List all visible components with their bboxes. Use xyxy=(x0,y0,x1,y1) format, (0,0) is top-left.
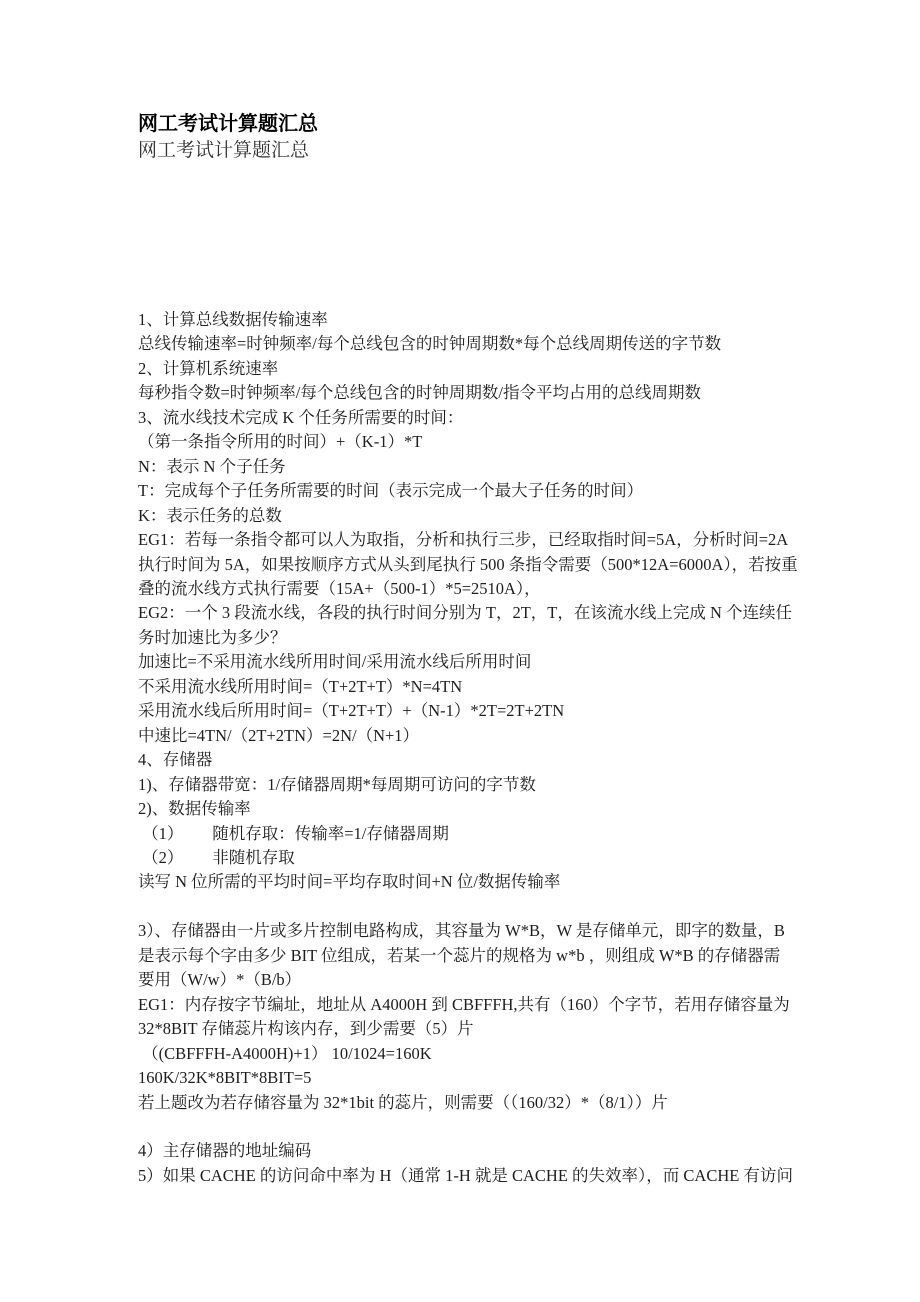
text-line: N：表示 N 个子任务 xyxy=(138,456,286,476)
text-line: 是表示每个字由多少 BIT 位组成，若某一个蕊片的规格为 w*b ，则组成 W*B 的存储器需 xyxy=(138,945,781,965)
text-line: EG2：一个 3 段流水线，各段的执行时间分别为 T，2T，T，在该流水线上完成 N 个连续任 xyxy=(138,603,793,623)
document-title-duplicate: 网工考试计算题汇总 xyxy=(138,140,310,161)
text-line: 3、流水线技术完成 K 个任务所需要的时间： xyxy=(138,407,464,427)
text-line: 4、存储器 xyxy=(138,750,213,770)
text-line: 读写 N 位所需的平均时间=平均存取时间+N 位/数据传输率 xyxy=(138,872,561,892)
text-line: 32*8BIT 存储蕊片构该内存，到少需要（5）片 xyxy=(138,1019,474,1039)
text-line: 2)、数据传输率 xyxy=(138,799,251,819)
document-body xyxy=(138,308,798,1188)
text-line xyxy=(138,895,790,919)
text-line: 加速比=不采用流水线所用时间/采用流水线后所用时间 xyxy=(138,652,532,672)
text-line: 若上题改为若存储容量为 32*1bit 的蕊片，则需要（（160/32）*（8/1））片 xyxy=(138,1092,668,1112)
text-line xyxy=(138,1115,790,1139)
text-line: K：表示任务的总数 xyxy=(138,505,282,525)
text-line: 总线传输速率=时钟频率/每个总线包含的时钟周期数*每个总线周期传送的字节数 xyxy=(138,334,722,354)
text-line: 1)、存储器带宽：1/存储器周期*每周期可访问的字节数 xyxy=(138,774,536,794)
text-line: EG1：内存按字节编址，地址从 A4000H 到 CBFFFH,共有（160）个字节，若用存储容量为 xyxy=(138,994,790,1014)
text-line: EG1：若每一条指令都可以人为取指，分析和执行三步，已经取指时间=5A，分析时间=2A xyxy=(138,530,789,550)
text-line: 不采用流水线所用时间=（T+2T+T）*N=4TN xyxy=(138,676,463,696)
text-line: 160K/32K*8BIT*8BIT=5 xyxy=(138,1068,312,1088)
text-line: 3）、存储器由一片或多片控制电路构成，其容量为 W*B，W 是存储单元，即字的数量，B xyxy=(138,921,785,941)
document-content xyxy=(138,110,798,1188)
text-line: T：完成每个子任务所需要的时间（表示完成一个最大子任务的时间） xyxy=(138,481,644,501)
document-title: 网工考试计算题汇总 xyxy=(138,113,318,135)
text-line: （1） 随机存取：传输率=1/存储器周期 xyxy=(138,823,449,843)
text-line: 要用（W/w）*（B/b） xyxy=(138,970,302,990)
text-line: 叠的流水线方式执行需要（15A+（500-1）*5=2510A）， xyxy=(138,578,541,598)
text-line: （2） 非随机存取 xyxy=(138,847,295,867)
text-line: 4）主存储器的地址编码 xyxy=(138,1141,312,1161)
text-line: （第一条指令所用的时间）+（K-1）*T xyxy=(138,432,423,452)
text-line: 中速比=4TN/（2T+2TN）=2N/（N+1） xyxy=(138,725,420,745)
text-line: 2、计算机系统速率 xyxy=(138,358,279,378)
text-line: 采用流水线后所用时间=（T+2T+T）+（N-1）*2T=2T+2TN xyxy=(138,701,565,721)
text-line: （(CBFFFH-A4000H)+1） 10/1024=160K xyxy=(138,1043,432,1063)
blank-gap xyxy=(138,164,790,308)
text-line: 执行时间为 5A，如果按顺序方式从头到尾执行 500 条指令需要（500*12A=6000A），若按重 xyxy=(138,554,798,574)
text-line: 5）如果 CACHE 的访问命中率为 H（通常 1-H 就是 CACHE 的失效率），而 CACHE 有访问 xyxy=(138,1165,793,1185)
text-line: 每秒指令数=时钟频率/每个总线包含的时钟周期数/指令平均占用的总线周期数 xyxy=(138,383,701,403)
text-line: 1、计算总线数据传输速率 xyxy=(138,310,328,329)
text-line: 务时加速比为多少？ xyxy=(138,627,287,647)
